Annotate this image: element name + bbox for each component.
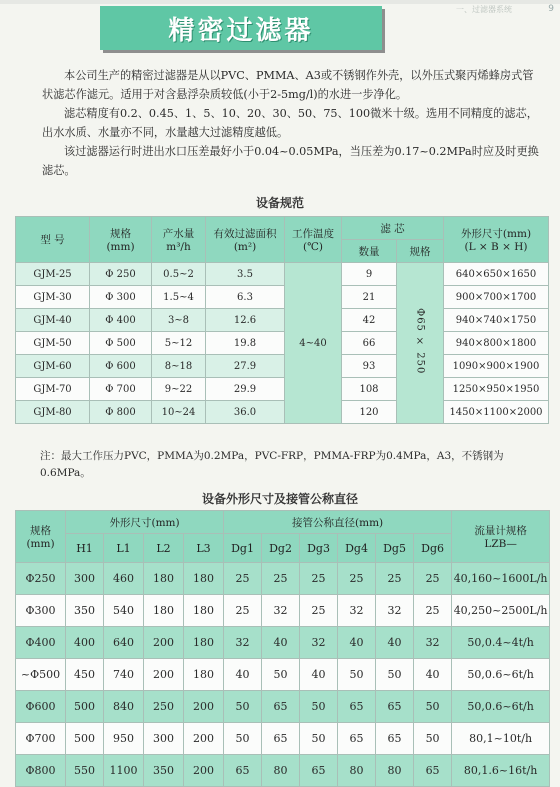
meter-cell: 50,0.6~6t/h (452, 659, 550, 691)
dim-col-header: H1 (66, 534, 104, 563)
pressure-note: 注：最大工作压力PVC，PMMA为0.2MPa，PVC-FRP，PMMA-FRP为0.4MPa，A3，不锈钢为0.6MPa。 (40, 450, 504, 479)
value-cell: 350 (66, 595, 104, 627)
value-cell: 32 (376, 595, 414, 627)
spec-cell: Φ250 (16, 563, 66, 595)
meter-cell: 50,0.6~6t/h (452, 691, 550, 723)
value-cell: 50 (262, 659, 300, 691)
value-cell: 25 (300, 563, 338, 595)
meter-cell: 50,0.4~4t/h (452, 627, 550, 659)
col-size-unit: (mm) (106, 241, 135, 253)
col-size (90, 217, 152, 263)
col-temp (285, 217, 342, 263)
value-cell: 65 (376, 691, 414, 723)
col-area (206, 217, 285, 263)
value-cell: 40 (300, 659, 338, 691)
value-cell: 550 (66, 755, 104, 787)
core-qty-cell: 66 (342, 332, 397, 355)
value-cell: 50 (376, 659, 414, 691)
value-cell: 50 (338, 659, 376, 691)
table-row (16, 595, 550, 627)
dims-cell: 640×650×1650 (444, 263, 549, 286)
col-spec-label: 规格 (30, 525, 51, 537)
meter-cell: 80,1.6~16t/h (452, 755, 550, 787)
dims-cell: 1090×900×1900 (444, 355, 549, 378)
col-size-label: 规格 (110, 228, 131, 240)
value-cell: 180 (144, 563, 184, 595)
intro-text (42, 66, 542, 180)
table-row (16, 627, 550, 659)
table-row (16, 309, 549, 332)
table-row (16, 332, 549, 355)
value-cell: 32 (338, 595, 376, 627)
col-flow-unit: m³/h (166, 241, 191, 253)
intro-paragraph: 该过滤器运行时进出水口压差最好小于0.04~0.05MPa，当压差为0.17~0.2MPa时应及时更换滤芯。 (42, 145, 539, 177)
value-cell: 25 (224, 563, 262, 595)
area-cell: 29.9 (206, 378, 285, 401)
core-qty-cell: 120 (342, 401, 397, 424)
flow-cell: 5~12 (152, 332, 206, 355)
value-cell: 840 (104, 691, 144, 723)
table-row (16, 691, 550, 723)
value-cell: 180 (184, 595, 224, 627)
dimension-table (15, 510, 550, 787)
dim-col-header: Dg2 (262, 534, 300, 563)
table-row (16, 563, 550, 595)
value-cell: 65 (338, 723, 376, 755)
col-outer: 外形尺寸(mm) (66, 511, 224, 534)
area-cell: 3.5 (206, 263, 285, 286)
col-temp-label: 工作温度 (292, 228, 334, 240)
value-cell: 80 (376, 755, 414, 787)
flow-cell: 10~24 (152, 401, 206, 424)
col-model: 型 号 (16, 217, 90, 263)
value-cell: 40 (414, 659, 452, 691)
meter-cell: 40,160~1600L/h (452, 563, 550, 595)
area-cell: 36.0 (206, 401, 285, 424)
value-cell: 640 (104, 627, 144, 659)
core-qty-cell: 21 (342, 286, 397, 309)
value-cell: 65 (262, 723, 300, 755)
col-spec-unit: (mm) (26, 538, 55, 550)
flow-cell: 0.5~2 (152, 263, 206, 286)
value-cell: 1100 (104, 755, 144, 787)
value-cell: 180 (184, 659, 224, 691)
value-cell: 200 (144, 627, 184, 659)
col-flow-label: 产水量 (162, 228, 195, 240)
page-title: 精密过滤器 (168, 15, 314, 46)
value-cell: 50 (414, 723, 452, 755)
value-cell: 25 (376, 563, 414, 595)
dims-cell: 1250×950×1950 (444, 378, 549, 401)
col-dims-unit: (L × B × H) (464, 241, 528, 253)
dims-cell: 900×700×1700 (444, 286, 549, 309)
dim-col-header: L2 (144, 534, 184, 563)
value-cell: 25 (414, 563, 452, 595)
area-cell: 19.8 (206, 332, 285, 355)
dim-col-header: Dg1 (224, 534, 262, 563)
value-cell: 65 (262, 691, 300, 723)
table-row (16, 355, 549, 378)
value-cell: 80 (262, 755, 300, 787)
value-cell: 65 (224, 755, 262, 787)
table-row (16, 286, 549, 309)
spec-cell: Φ800 (16, 755, 66, 787)
col-core-spec: 规格 (397, 240, 444, 263)
value-cell: 40 (262, 627, 300, 659)
size-cell: Φ 700 (90, 378, 152, 401)
table-row (16, 401, 549, 424)
spec-table-title: 设备规范 (255, 196, 304, 210)
dim-col-header: L3 (184, 534, 224, 563)
model-cell: GJM-25 (16, 263, 90, 286)
value-cell: 65 (376, 723, 414, 755)
spec-cell: Φ700 (16, 723, 66, 755)
value-cell: 50 (300, 691, 338, 723)
table-row (16, 723, 550, 755)
model-cell: GJM-40 (16, 309, 90, 332)
value-cell: 400 (66, 627, 104, 659)
spec-cell: ~Φ500 (16, 659, 66, 691)
spec-cell: Φ300 (16, 595, 66, 627)
area-cell: 27.9 (206, 355, 285, 378)
value-cell: 500 (66, 691, 104, 723)
value-cell: 500 (66, 723, 104, 755)
page-title-banner (100, 6, 382, 50)
model-cell: GJM-50 (16, 332, 90, 355)
dims-cell: 940×740×1750 (444, 309, 549, 332)
size-cell: Φ 400 (90, 309, 152, 332)
core-qty-cell: 108 (342, 378, 397, 401)
value-cell: 740 (104, 659, 144, 691)
flow-cell: 1.5~4 (152, 286, 206, 309)
value-cell: 50 (300, 723, 338, 755)
spec-cell: Φ600 (16, 691, 66, 723)
value-cell: 32 (414, 627, 452, 659)
value-cell: 180 (184, 563, 224, 595)
value-cell: 300 (144, 723, 184, 755)
dim-col-header: Dg5 (376, 534, 414, 563)
col-pipe: 接管公称直径(mm) (224, 511, 452, 534)
col-dims (444, 217, 549, 263)
value-cell: 25 (338, 563, 376, 595)
value-cell: 200 (184, 723, 224, 755)
value-cell: 32 (300, 627, 338, 659)
flow-cell: 9~22 (152, 378, 206, 401)
value-cell: 40 (338, 627, 376, 659)
value-cell: 65 (300, 755, 338, 787)
size-cell: Φ 300 (90, 286, 152, 309)
area-cell: 12.6 (206, 309, 285, 332)
core-qty-cell: 9 (342, 263, 397, 286)
table-row (16, 378, 549, 401)
value-cell: 460 (104, 563, 144, 595)
value-cell: 25 (300, 595, 338, 627)
intro-paragraph: 滤芯精度有0.2、0.45、1、5、10、20、30、50、75、100微米十级。选用不同精度的滤芯，出水水质、水量亦不同，水量越大过滤精度越低。 (42, 107, 538, 139)
flow-cell: 3~8 (152, 309, 206, 332)
col-core-qty: 数量 (342, 240, 397, 263)
value-cell: 40 (376, 627, 414, 659)
dim-col-header: Dg6 (414, 534, 452, 563)
value-cell: 25 (224, 595, 262, 627)
dim-col-header: Dg3 (300, 534, 338, 563)
value-cell: 32 (262, 595, 300, 627)
value-cell: 25 (414, 595, 452, 627)
col-meter-label: 流量计规格 (474, 525, 527, 537)
dim-header-row (16, 511, 550, 534)
size-cell: Φ 500 (90, 332, 152, 355)
dims-cell: 1450×1100×2000 (444, 401, 549, 424)
dim-table-title: 设备外形尺寸及接管公称直径 (201, 492, 358, 506)
spec-table (15, 216, 549, 424)
model-cell: GJM-30 (16, 286, 90, 309)
model-cell: GJM-80 (16, 401, 90, 424)
temp-cell: 4~40 (285, 263, 342, 424)
size-cell: Φ 250 (90, 263, 152, 286)
col-meter-sub: LZB— (484, 538, 517, 550)
col-spec (16, 511, 66, 563)
value-cell: 950 (104, 723, 144, 755)
dim-col-header: Dg4 (338, 534, 376, 563)
value-cell: 32 (224, 627, 262, 659)
dims-cell: 940×800×1800 (444, 332, 549, 355)
area-cell: 6.3 (206, 286, 285, 309)
flow-cell: 8~18 (152, 355, 206, 378)
value-cell: 200 (184, 691, 224, 723)
meter-cell: 80,1~10t/h (452, 723, 550, 755)
value-cell: 50 (224, 691, 262, 723)
value-cell: 180 (144, 595, 184, 627)
table-row (16, 263, 549, 286)
page-number: 9 (548, 4, 554, 14)
col-flow (152, 217, 206, 263)
value-cell: 250 (144, 691, 184, 723)
intro-paragraph: 本公司生产的精密过滤器是从以PVC、PMMA、A3或不锈钢作外壳，以外压式聚丙烯蜂房式管状滤芯作滤元。适用于对含悬浮杂质较低(小于2-5mg/l)的水进一步净化。 (42, 69, 534, 101)
table-row (16, 659, 550, 691)
dim-col-header: L1 (104, 534, 144, 563)
value-cell: 180 (184, 627, 224, 659)
core-spec-cell (397, 263, 444, 424)
spec-cell: Φ400 (16, 627, 66, 659)
value-cell: 65 (414, 755, 452, 787)
col-area-label: 有效过滤面积 (213, 228, 277, 240)
value-cell: 200 (144, 659, 184, 691)
value-cell: 40 (224, 659, 262, 691)
core-qty-cell: 42 (342, 309, 397, 332)
value-cell: 65 (338, 691, 376, 723)
model-cell: GJM-60 (16, 355, 90, 378)
value-cell: 25 (262, 563, 300, 595)
size-cell: Φ 600 (90, 355, 152, 378)
meter-cell: 40,250~2500L/h (452, 595, 550, 627)
value-cell: 200 (184, 755, 224, 787)
value-cell: 350 (144, 755, 184, 787)
spec-header-row (16, 217, 549, 240)
size-cell: Φ 800 (90, 401, 152, 424)
value-cell: 50 (414, 691, 452, 723)
col-core: 滤 芯 (342, 217, 444, 240)
core-qty-cell: 93 (342, 355, 397, 378)
col-temp-unit: (℃) (303, 241, 323, 253)
core-spec-text: Φ65 × 250 (414, 308, 426, 375)
value-cell: 450 (66, 659, 104, 691)
col-area-unit: (m²) (233, 241, 257, 253)
value-cell: 50 (224, 723, 262, 755)
model-cell: GJM-70 (16, 378, 90, 401)
col-meter (452, 511, 550, 563)
value-cell: 540 (104, 595, 144, 627)
col-dims-label: 外形尺寸(mm) (460, 228, 532, 240)
value-cell: 300 (66, 563, 104, 595)
ghost-header-text: 一、过滤器系统 (456, 5, 512, 14)
value-cell: 80 (338, 755, 376, 787)
table-row (16, 755, 550, 787)
